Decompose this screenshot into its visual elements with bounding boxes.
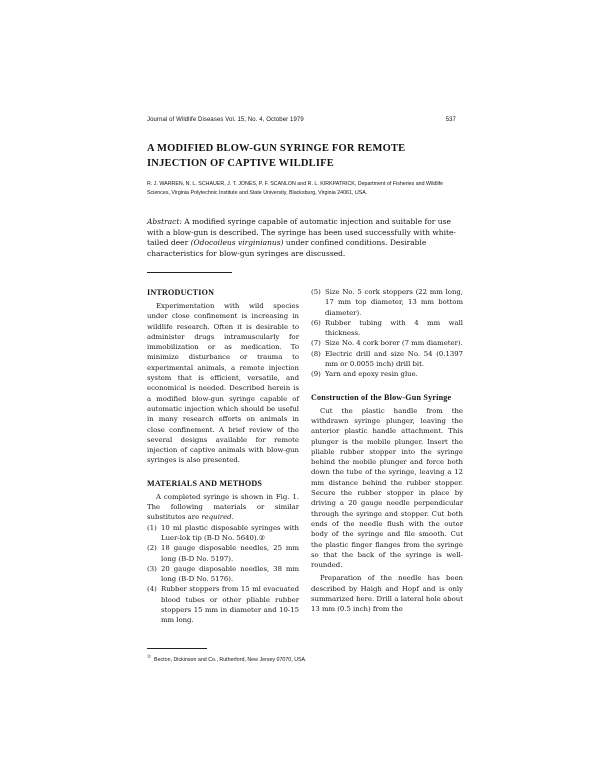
list-item — [147, 543, 299, 564]
list-item-number: (3) — [147, 564, 157, 573]
materials-list-right — [311, 287, 463, 380]
list-item-number: (4) — [147, 585, 157, 594]
list-item — [147, 564, 299, 585]
list-item-text: Electric drill and size No. 54 (0.1397 mm or 0.0055 inch) drill bit. — [325, 349, 463, 369]
list-item-number: (6) — [311, 318, 321, 327]
list-item — [311, 338, 463, 348]
list-item — [147, 523, 299, 544]
footnote-divider — [147, 648, 207, 649]
footnote-mark: ② — [147, 654, 152, 659]
materials-intro-emph: required — [201, 513, 232, 522]
introduction-heading: INTRODUCTION — [147, 288, 215, 297]
article-title: A MODIFIED BLOW-GUN SYRINGE FOR REMOTE INJECTION OF CAPTIVE WILDLIFE — [147, 143, 406, 169]
page-number: 537 — [445, 117, 456, 123]
construction-heading: Construction of the Blow-Gun Syringe — [311, 392, 452, 402]
list-item — [311, 318, 463, 339]
list-item-text: 10 ml plastic disposable syringes with Luer-lok tip (B-D No. 5640).② — [161, 523, 299, 542]
list-item-text: 20 gauge disposable needles, 38 mm long (B-D No. 5176). — [161, 564, 299, 584]
materials-intro-before: A completed syringe is shown in Fig. 1. The following materials or similar substitutes are — [147, 492, 299, 522]
list-item-text: Rubber tubing with 4 mm wall thickness. — [325, 318, 463, 338]
materials-heading: MATERIALS AND METHODS — [147, 478, 263, 488]
abstract-text-after: under confined conditions. Desirable characteristics for blow-gun syringes are discussed. — [147, 238, 427, 258]
list-item-text: 18 gauge disposable needles, 25 mm long (B-D No. 5197). — [161, 544, 299, 563]
abstract-species: (Odocoileus virginianus) — [190, 238, 284, 247]
footnote-text: Becton, Dickinson and Co., Rutherford, New Jersey 07070, USA. — [154, 656, 307, 663]
left-column — [147, 287, 299, 626]
list-item — [311, 349, 463, 370]
right-column — [311, 287, 463, 615]
materials-intro — [147, 492, 299, 523]
list-item-text: Size No. 4 cork borer (7 mm diameter). — [325, 339, 463, 348]
abstract-text-before: A modified syringe capable of automatic injection and suitable for use with a blow-gun is described. The syringe has been used successfully with white-tailed deer — [147, 217, 456, 247]
list-item — [311, 287, 463, 318]
list-item-number: (2) — [147, 544, 157, 553]
list-item-text: Rubber stoppers from 15 ml evacuated blood tubes or other pliable rubber stoppers 15 mm in diameter and 10-15 mm long. — [161, 585, 299, 625]
abstract-label: Abstract: — [147, 217, 182, 226]
list-item-text: Yarn and epoxy resin glue. — [325, 370, 418, 379]
list-item-number: (9) — [311, 370, 321, 379]
footnote — [147, 653, 465, 664]
materials-list-left — [147, 523, 299, 626]
abstract — [147, 217, 465, 259]
materials-intro-after: . — [231, 513, 234, 522]
journal-citation: Journal of Wildlife Diseases Vol. 15, No. 4, October 1979 — [147, 117, 304, 123]
introduction-paragraph: Experimentation with wild species under close confinement is increasing in wildlife research. Often it is desirable to administer drugs intramuscularly for immobilization or as medication. To minimize disturbance or trauma to experimental animals, a remote injection system that is efficient, versatile, and economical is needed. Described herein is a modified blow-gun syringe capable of automatic injection which should be useful in many research efforts on animals in close confinement. A brief review of the several designs available for remote injection of captive animals with blow-gun syringes is also presented. — [147, 302, 299, 465]
list-item — [311, 369, 463, 379]
list-item-number: (5) — [311, 288, 321, 296]
list-item-text: Size No. 5 cork stoppers (22 mm long, 17 mm top diameter, 13 mm bottom diameter). — [325, 288, 463, 317]
list-item-number: (1) — [147, 523, 157, 532]
construction-paragraph-1: Cut the plastic handle from the withdrawn syringe plunger, leaving the anterior plastic handle attachment. This plunger is the mobile plunger. Insert the pliable rubber stopper into the syringe behind the mobile plunger and force both down the tube of the syringe, leaving a 12 mm distance behind the rubber stopper. Secure the rubber stopper in place by driving a 20 gauge needle perpendicular through the syringe and stopper. Cut both ends of the needle flush with the outer body of the syringe and file smooth. Cut the plastic finger flanges from the syringe so that the back of the syringe is well-rounded. — [311, 406, 463, 570]
abstract-divider — [147, 272, 232, 273]
list-item-number: (8) — [311, 349, 321, 358]
construction-paragraph-2: Preparation of the needle has been described by Haigh and Hopf and is only summarized here. Drill a lateral hole about 13 mm (0.5 inch) from the — [311, 574, 463, 614]
list-item — [147, 584, 299, 625]
author-affiliation: R. J. WARREN, N. L. SCHAUER, J. T. JONES, P. F. SCANLON and R. L. KIRKPATRICK, Department of Fisheries and Wildlife Sciences, Virginia Polytechnic Institute and State University, Blacksburg, Virginia 24061, USA. — [147, 181, 444, 196]
list-item-number: (7) — [311, 339, 321, 348]
